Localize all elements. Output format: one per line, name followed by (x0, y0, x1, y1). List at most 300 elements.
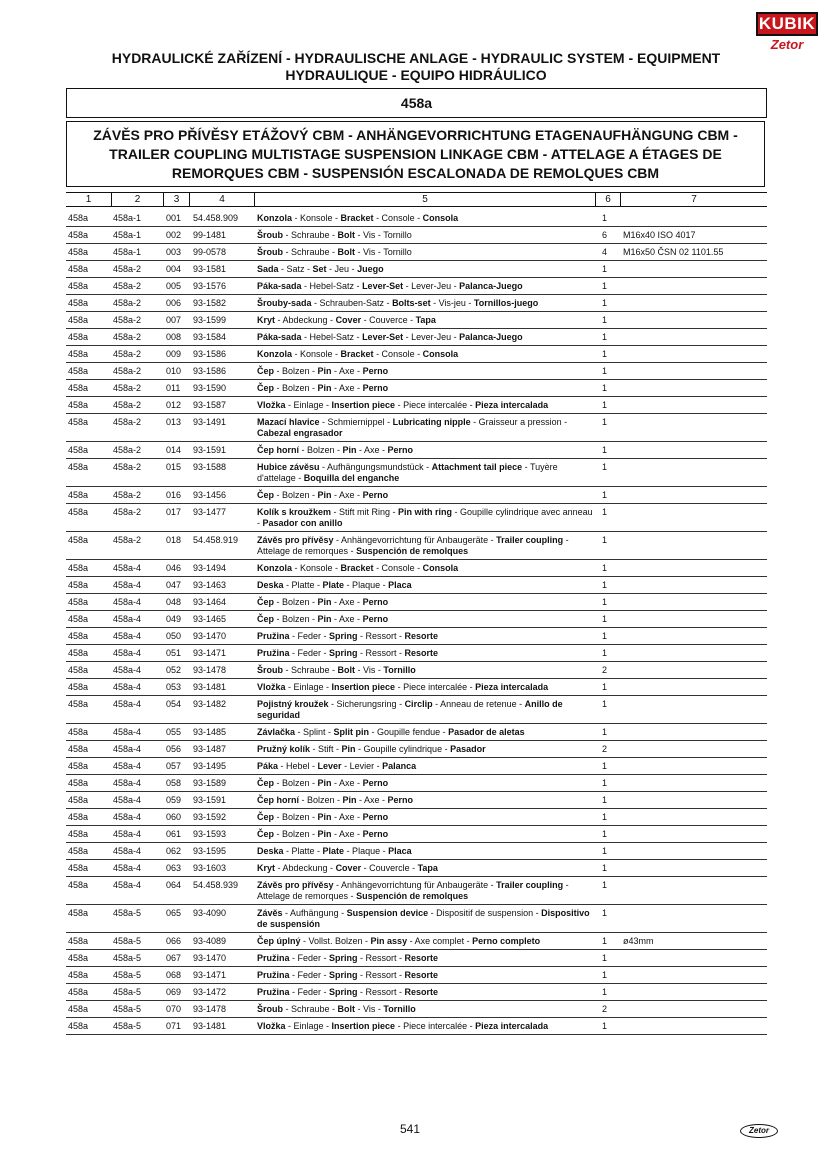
column-header-2: 2 (134, 194, 141, 205)
description-term: Lubricating nipple (392, 417, 471, 427)
description-term: Consola (422, 563, 459, 573)
description-term: Pružina (257, 970, 290, 980)
description-term: Pieza intercalada (475, 400, 549, 410)
description-cell (257, 829, 593, 840)
quantity-cell: 1 (602, 863, 608, 873)
ref-section-cell: 458a (68, 417, 89, 427)
description-term: Split pin (333, 727, 370, 737)
table-row (66, 662, 767, 679)
description-term: Pružina (257, 648, 290, 658)
description-term: Resorte (404, 953, 439, 963)
part-number-cell: 93-1593 (193, 829, 227, 839)
description-term: Plate (322, 580, 345, 590)
part-number-cell: 93-1456 (193, 490, 227, 500)
description-text: - Axe - (331, 812, 363, 822)
description-cell (257, 987, 593, 998)
description-cell (257, 699, 593, 721)
ref-section-cell: 458a (68, 383, 89, 393)
description-term: Pasador con anillo (262, 518, 343, 528)
description-text: - Jeu - (326, 264, 358, 274)
description-term: Bolt (337, 230, 356, 240)
description-cell (257, 795, 593, 806)
zetor-footer-logo: Zetor (740, 1124, 778, 1138)
position-cell: 057 (166, 761, 182, 771)
description-term: Perno (362, 812, 389, 822)
table-row (66, 442, 767, 459)
quantity-cell: 1 (602, 315, 608, 325)
description-term: Pin (317, 597, 332, 607)
description-text: - Axe complet - (407, 936, 473, 946)
description-term: Čep (257, 778, 275, 788)
description-text: - Couverce - (361, 315, 416, 325)
quantity-cell: 1 (602, 490, 608, 500)
ref-section-cell: 458a (68, 812, 89, 822)
description-cell (257, 597, 593, 608)
quantity-cell: 1 (602, 563, 608, 573)
description-term: Pin (317, 383, 332, 393)
position-cell: 055 (166, 727, 182, 737)
quantity-cell: 1 (602, 462, 608, 472)
ref-group-cell: 458a-4 (113, 880, 142, 890)
part-number-cell: 93-1576 (193, 281, 227, 291)
description-term: Pružina (257, 987, 290, 997)
description-term: Suspención de remolques (356, 546, 469, 556)
description-term: Deska (257, 580, 284, 590)
description-term: Consola (422, 213, 459, 223)
description-text: - Console - (373, 563, 423, 573)
description-text: - Konsole - (292, 213, 341, 223)
description-term: Čep (257, 597, 275, 607)
table-row (66, 967, 767, 984)
table-row (66, 645, 767, 662)
table-row (66, 210, 767, 227)
quantity-cell: 1 (602, 795, 608, 805)
description-text: - Attelage de remorques - (257, 535, 569, 556)
description-term: Konzola (257, 213, 292, 223)
description-term: Čep (257, 614, 275, 624)
description-term: Šroub (257, 230, 283, 240)
description-text: - Vis - Tornillo (355, 247, 412, 257)
description-text: - Vis - (355, 665, 384, 675)
ref-group-cell: 458a-2 (113, 445, 142, 455)
description-cell (257, 507, 593, 529)
description-term: Spring (329, 631, 358, 641)
quantity-cell: 1 (602, 400, 608, 410)
description-term: Lever-Set (362, 332, 404, 342)
ref-group-cell: 458a-4 (113, 846, 142, 856)
description-term: Resorte (404, 648, 439, 658)
description-text: - Stift mit Ring - (331, 507, 399, 517)
description-cell (257, 880, 593, 902)
description-cell (257, 846, 593, 857)
ref-section-cell: 458a (68, 665, 89, 675)
ref-group-cell: 458a-2 (113, 332, 142, 342)
description-text: - Console - (373, 349, 423, 359)
description-text: - Axe - (331, 366, 363, 376)
part-number-cell: 93-1465 (193, 614, 227, 624)
table-row (66, 363, 767, 380)
table-row (66, 792, 767, 809)
description-term: Perno (362, 614, 389, 624)
note-cell: ø43mm (623, 936, 654, 946)
quantity-cell: 1 (602, 580, 608, 590)
quantity-cell: 1 (602, 281, 608, 291)
position-cell: 003 (166, 247, 182, 257)
position-cell: 067 (166, 953, 182, 963)
description-term: Resorte (404, 970, 439, 980)
description-cell (257, 490, 593, 501)
quantity-cell: 1 (602, 908, 608, 918)
quantity-cell: 1 (602, 213, 608, 223)
description-cell (257, 332, 593, 343)
part-number-cell: 93-1589 (193, 778, 227, 788)
position-cell: 060 (166, 812, 182, 822)
table-row (66, 380, 767, 397)
description-term: Anillo de seguridad (257, 699, 563, 720)
description-term: Vložka (257, 1021, 286, 1031)
description-term: Bolt (337, 665, 356, 675)
quantity-cell: 2 (602, 1004, 608, 1014)
description-text: - Schraube - (283, 247, 338, 257)
description-term: Trailer coupling (496, 535, 564, 545)
description-term: Suspension device (346, 908, 429, 918)
description-term: Resorte (404, 631, 439, 641)
ref-section-cell: 458a (68, 366, 89, 376)
quantity-cell: 1 (602, 264, 608, 274)
part-number-cell: 99-0578 (193, 247, 227, 257)
page-number: 541 (399, 1122, 421, 1136)
description-term: Pružina (257, 953, 290, 963)
ref-section-cell: 458a (68, 298, 89, 308)
description-term: Pin (341, 744, 356, 754)
ref-group-cell: 458a-2 (113, 490, 142, 500)
description-term: Juego (357, 264, 384, 274)
description-text: - Konsole - (292, 349, 341, 359)
ref-group-cell: 458a-4 (113, 863, 142, 873)
description-text: - Platte - (283, 580, 323, 590)
description-term: Trailer coupling (496, 880, 564, 890)
position-cell: 013 (166, 417, 182, 427)
ref-section-cell: 458a (68, 1004, 89, 1014)
table-row (66, 346, 767, 363)
description-text: - Couvercle - (361, 863, 418, 873)
ref-group-cell: 458a-4 (113, 699, 142, 709)
quantity-cell: 1 (602, 682, 608, 692)
description-term: Pin (317, 829, 332, 839)
description-cell (257, 417, 593, 439)
ref-group-cell: 458a-4 (113, 648, 142, 658)
description-cell (257, 315, 593, 326)
quantity-cell: 2 (602, 744, 608, 754)
part-number-cell: 93-1470 (193, 953, 227, 963)
description-term: Pasador (450, 744, 486, 754)
ref-section-cell: 458a (68, 778, 89, 788)
description-term: Lever-Set (362, 281, 404, 291)
ref-section-cell: 458a (68, 744, 89, 754)
ref-section-cell: 458a (68, 682, 89, 692)
ref-section-cell: 458a (68, 349, 89, 359)
part-number-cell: 93-1582 (193, 298, 227, 308)
description-term: Perno (387, 795, 414, 805)
description-term: Deska (257, 846, 284, 856)
description-term: Páka (257, 761, 279, 771)
ref-section-cell: 458a (68, 908, 89, 918)
description-term: Čep úplný (257, 936, 301, 946)
part-number-cell: 93-1581 (193, 264, 227, 274)
part-number-cell: 93-1584 (193, 332, 227, 342)
description-term: Spring (329, 953, 358, 963)
description-text: - Vis - Tornillo (355, 230, 412, 240)
description-text: - Schrauben-Satz - (311, 298, 393, 308)
description-term: Páka-sada (257, 281, 302, 291)
ref-group-cell: 458a-5 (113, 1021, 142, 1031)
part-number-cell: 93-1485 (193, 727, 227, 737)
description-text: - Bolzen - (274, 490, 318, 500)
description-term: Šrouby-sada (257, 298, 312, 308)
table-row (66, 905, 767, 933)
ref-group-cell: 458a-5 (113, 908, 142, 918)
table-row (66, 504, 767, 532)
position-cell: 009 (166, 349, 182, 359)
description-term: Perno (362, 490, 389, 500)
description-cell (257, 614, 593, 625)
quantity-cell: 1 (602, 1021, 608, 1031)
position-cell: 012 (166, 400, 182, 410)
part-number-cell: 93-1472 (193, 987, 227, 997)
part-number-cell: 93-1487 (193, 744, 227, 754)
description-term: Cover (335, 863, 362, 873)
description-term: Čep (257, 812, 275, 822)
position-cell: 054 (166, 699, 182, 709)
table-row (66, 843, 767, 860)
description-cell (257, 213, 593, 224)
description-term: Pieza intercalada (475, 1021, 549, 1031)
description-term: Spring (329, 970, 358, 980)
ref-section-cell: 458a (68, 727, 89, 737)
table-row (66, 679, 767, 696)
description-term: Čep (257, 829, 275, 839)
description-term: Hubice závěsu (257, 462, 320, 472)
description-term: Pin (342, 795, 357, 805)
part-number-cell: 93-1471 (193, 970, 227, 980)
description-cell (257, 863, 593, 874)
description-cell (257, 349, 593, 360)
ref-group-cell: 458a-4 (113, 795, 142, 805)
header-line-1: HYDRAULICKÉ ZAŘÍZENÍ - HYDRAULISCHE ANLAGE - HYDRAULIC SYSTEM - EQUIPMENT (111, 50, 721, 66)
description-term: Bolts-set (392, 298, 431, 308)
description-cell (257, 298, 593, 309)
ref-group-cell: 458a-2 (113, 507, 142, 517)
quantity-cell: 1 (602, 727, 608, 737)
description-term: Perno (362, 597, 389, 607)
table-row (66, 1001, 767, 1018)
position-cell: 052 (166, 665, 182, 675)
ref-section-cell: 458a (68, 462, 89, 472)
quantity-cell: 4 (602, 247, 608, 257)
description-term: Pin assy (370, 936, 408, 946)
position-cell: 051 (166, 648, 182, 658)
description-term: Cabezal engrasador (257, 428, 343, 438)
description-text: - Schraube - (283, 1004, 338, 1014)
zetor-logo-text: Zetor (770, 37, 804, 52)
ref-section-cell: 458a (68, 631, 89, 641)
ref-section-cell: 458a (68, 230, 89, 240)
page-header (66, 50, 766, 84)
description-term: Bracket (340, 349, 374, 359)
description-term: Boquilla del enganche (303, 473, 400, 483)
description-text: - Bolzen - (299, 445, 343, 455)
description-text: - Bolzen - (299, 795, 343, 805)
description-cell (257, 445, 593, 456)
description-cell (257, 908, 593, 930)
table-row (66, 877, 767, 905)
ref-section-cell: 458a (68, 507, 89, 517)
description-cell (257, 665, 593, 676)
description-cell (257, 264, 593, 275)
description-term: Čep (257, 490, 275, 500)
table-row (66, 628, 767, 645)
description-cell (257, 812, 593, 823)
table-row (66, 487, 767, 504)
ref-group-cell: 458a-5 (113, 987, 142, 997)
table-row (66, 741, 767, 758)
description-term: Set (312, 264, 327, 274)
description-text: - Schraube - (283, 230, 338, 240)
table-row (66, 244, 767, 261)
kubik-logo-text: KUBIK (756, 12, 818, 36)
description-term: Plate (322, 846, 345, 856)
ref-group-cell: 458a-2 (113, 298, 142, 308)
part-number-cell: 93-1478 (193, 1004, 227, 1014)
ref-group-cell: 458a-4 (113, 614, 142, 624)
description-term: Pasador de aletas (448, 727, 525, 737)
column-header-7: 7 (691, 194, 697, 205)
description-text: - Einlage - (285, 400, 332, 410)
table-row (66, 459, 767, 487)
quantity-cell: 1 (602, 349, 608, 359)
position-cell: 050 (166, 631, 182, 641)
ref-group-cell: 458a-1 (113, 230, 142, 240)
ref-section-cell: 458a (68, 829, 89, 839)
description-cell (257, 535, 593, 557)
position-cell: 047 (166, 580, 182, 590)
part-number-cell: 93-1481 (193, 1021, 227, 1031)
table-row (66, 758, 767, 775)
column-header-row (66, 192, 767, 207)
description-text: - Stift - (310, 744, 342, 754)
ref-group-cell: 458a-2 (113, 462, 142, 472)
table-row (66, 414, 767, 442)
ref-group-cell: 458a-2 (113, 535, 142, 545)
description-term: Bolt (337, 1004, 356, 1014)
description-term: Cover (335, 315, 362, 325)
part-number-cell: 93-1599 (193, 315, 227, 325)
parts-table (66, 210, 767, 1035)
description-text: - Aufhängungsmundstück - (319, 462, 432, 472)
quantity-cell: 1 (602, 846, 608, 856)
description-text: - Ressort - (357, 631, 405, 641)
position-cell: 017 (166, 507, 182, 517)
description-term: Lever (317, 761, 342, 771)
description-term: Kolík s kroužkem (257, 507, 332, 517)
ref-group-cell: 458a-2 (113, 264, 142, 274)
quantity-cell: 1 (602, 880, 608, 890)
quantity-cell: 1 (602, 812, 608, 822)
position-cell: 064 (166, 880, 182, 890)
description-text: - Axe - (331, 490, 363, 500)
description-cell (257, 648, 593, 659)
position-cell: 014 (166, 445, 182, 455)
description-term: Páka-sada (257, 332, 302, 342)
ref-section-cell: 458a (68, 1021, 89, 1031)
description-text: - Bolzen - (274, 778, 318, 788)
description-text: - Hebel - (278, 761, 318, 771)
description-text: - Axe - (331, 597, 363, 607)
position-cell: 058 (166, 778, 182, 788)
ref-section-cell: 458a (68, 970, 89, 980)
table-row (66, 261, 767, 278)
ref-section-cell: 458a (68, 445, 89, 455)
part-number-cell: 93-1603 (193, 863, 227, 873)
table-row (66, 611, 767, 628)
part-number-cell: 93-4089 (193, 936, 227, 946)
description-term: Sada (257, 264, 279, 274)
ref-section-cell: 458a (68, 580, 89, 590)
table-row (66, 560, 767, 577)
table-row (66, 1018, 767, 1035)
description-text: - Schmiernippel - (319, 417, 393, 427)
ref-section-cell: 458a (68, 332, 89, 342)
ref-group-cell: 458a-2 (113, 417, 142, 427)
description-text: - Axe - (356, 445, 388, 455)
description-term: Dispositivo de suspensión (257, 908, 590, 929)
ref-group-cell: 458a-5 (113, 1004, 142, 1014)
description-term: Pin (342, 445, 357, 455)
table-row (66, 860, 767, 877)
part-number-cell: 93-1464 (193, 597, 227, 607)
title-line-1: ZÁVĚS PRO PŘÍVĚSY ETÁŽOVÝ CBM - ANHÄNGEVORRICHTUNG ETAGENAUFHÄNGUNG CBM - (93, 127, 738, 143)
position-cell: 059 (166, 795, 182, 805)
description-text: - Bolzen - (274, 812, 318, 822)
ref-section-cell: 458a (68, 953, 89, 963)
table-row (66, 826, 767, 843)
description-cell (257, 936, 593, 947)
description-text: - Feder - (289, 648, 330, 658)
column-header-4: 4 (219, 194, 225, 205)
description-text: - Graisseur a pression - (470, 417, 568, 427)
description-text: - Anneau de retenue - (432, 699, 525, 709)
description-cell (257, 631, 593, 642)
description-term: Šroub (257, 665, 283, 675)
description-text: - Konsole - (292, 563, 341, 573)
description-term: Insertion piece (331, 400, 396, 410)
description-text: - Levier - (341, 761, 383, 771)
description-term: Závlačka (257, 727, 296, 737)
ref-group-cell: 458a-2 (113, 281, 142, 291)
column-header-1: 1 (85, 194, 92, 205)
description-term: Pin with ring (398, 507, 453, 517)
description-text: - Axe - (331, 614, 363, 624)
position-cell: 065 (166, 908, 182, 918)
description-text: - Bolzen - (274, 614, 318, 624)
position-cell: 015 (166, 462, 182, 472)
part-number-cell: 93-1590 (193, 383, 227, 393)
ref-section-cell: 458a (68, 846, 89, 856)
description-text: - Feder - (289, 953, 330, 963)
part-number-cell: 93-1592 (193, 812, 227, 822)
description-cell (257, 383, 593, 394)
description-cell (257, 744, 593, 755)
